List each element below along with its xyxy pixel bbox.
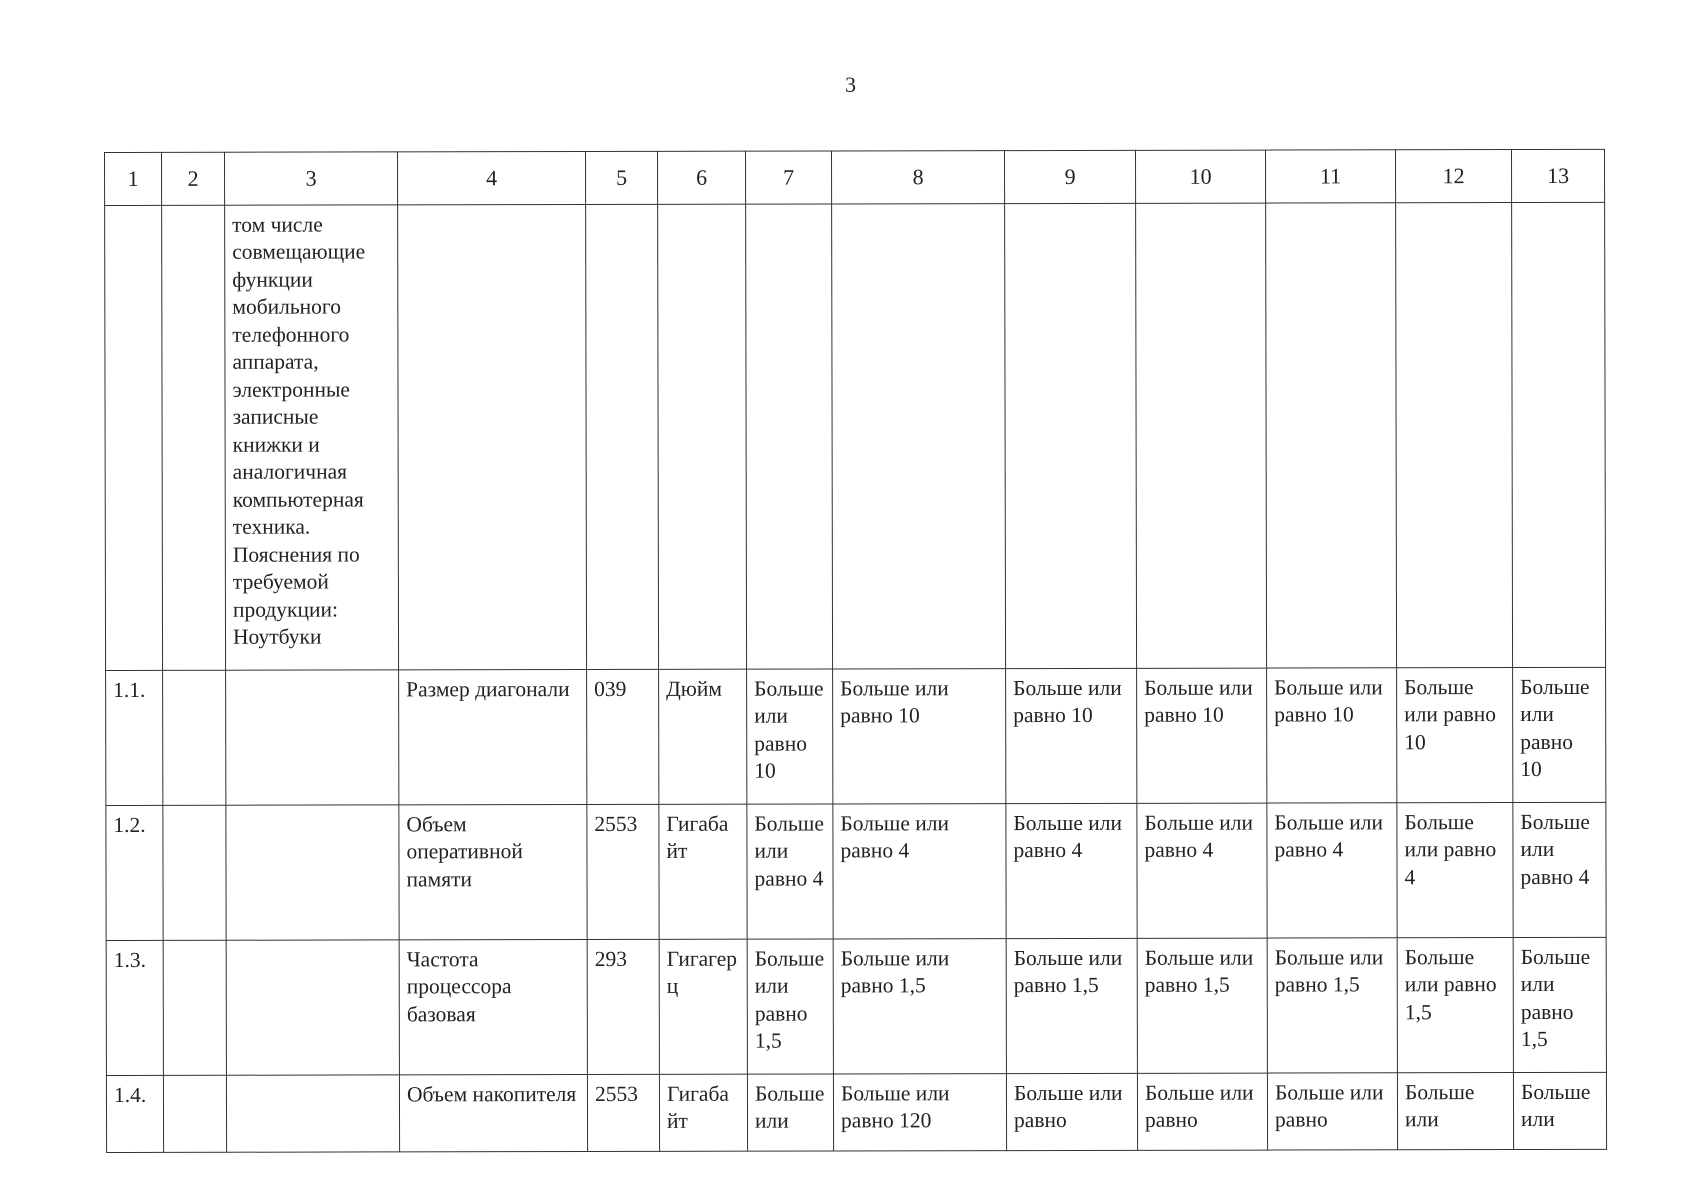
value-cell: Больше или равно 1,5	[747, 938, 833, 1073]
unit-code-cell: 2553	[587, 804, 659, 939]
requirements-table	[104, 149, 1607, 1153]
value-cell: Больше или равно 4	[1513, 802, 1606, 937]
product-description-cell: том числе совмещающие функции мобильного телефонного аппарата, электронные записные книжки и аналогичная компьютерная техника. Пояснения по требуемой продукции: Ноутбуки	[225, 204, 399, 669]
empty-cell	[226, 669, 399, 804]
unit-code-cell: 293	[587, 939, 659, 1074]
row-number-cell: 1.3.	[106, 940, 163, 1075]
unit-code-cell: 2553	[587, 1074, 659, 1151]
empty-cell	[1005, 203, 1137, 668]
empty-cell	[226, 804, 399, 939]
value-cell: Больше или равно 4	[1137, 803, 1267, 938]
value-cell: Больше или равно 1,5	[1267, 937, 1397, 1072]
value-cell: Больше или равно 4	[747, 803, 833, 938]
empty-cell	[163, 1075, 226, 1152]
value-cell: Больше или равно 4	[1267, 802, 1397, 937]
empty-cell	[163, 940, 226, 1075]
value-cell: Больше или равно	[1267, 1072, 1397, 1149]
unit-name-cell: Гигагерц	[659, 939, 747, 1074]
column-number: 11	[1265, 150, 1395, 203]
column-number: 9	[1004, 150, 1135, 203]
value-cell: Больше или равно 120	[833, 1073, 1006, 1150]
empty-cell	[1512, 202, 1606, 667]
empty-cell	[226, 939, 399, 1074]
value-cell: Больше или равно 10	[1137, 668, 1267, 803]
empty-cell	[1266, 202, 1397, 667]
characteristic-name-cell: Объем накопителя	[399, 1074, 587, 1151]
column-number: 5	[586, 151, 658, 204]
value-cell: Больше или равно 10	[1267, 667, 1397, 802]
product-description-row	[105, 202, 1606, 670]
column-number: 12	[1395, 150, 1511, 203]
row-number-cell: 1.1.	[106, 670, 163, 805]
page-number: 3	[845, 72, 856, 97]
value-cell: Больше или равно 1,5	[1513, 937, 1606, 1072]
empty-cell	[163, 670, 226, 805]
unit-code-cell: 039	[587, 669, 659, 804]
characteristic-name-cell: Размер диагонали	[399, 669, 587, 804]
column-number: 4	[398, 151, 586, 204]
value-cell: Больше или равно	[1006, 1073, 1137, 1150]
value-cell: Больше или	[1513, 1072, 1606, 1149]
value-cell: Больше или равно 10	[747, 668, 833, 803]
value-cell: Больше или равно 1,5	[1006, 938, 1137, 1073]
column-number: 13	[1511, 149, 1604, 202]
characteristic-name-cell: Объем оперативной памяти	[399, 804, 587, 939]
value-cell: Больше или	[1397, 1072, 1513, 1149]
empty-cell	[1136, 203, 1267, 668]
row-number-cell	[105, 205, 163, 670]
value-cell: Больше или равно 4	[1397, 802, 1513, 937]
value-cell: Больше или равно 10	[1006, 668, 1137, 803]
column-number: 3	[225, 152, 398, 205]
unit-name-cell: Дюйм	[659, 669, 747, 804]
value-cell: Больше или равно 1,5	[1137, 938, 1267, 1073]
column-number: 10	[1135, 150, 1265, 203]
column-number-row	[105, 149, 1605, 205]
empty-cell	[746, 203, 833, 668]
unit-name-cell: Гигабайт	[659, 804, 747, 939]
value-cell: Больше или равно 1,5	[833, 938, 1006, 1073]
empty-cell	[398, 204, 587, 669]
column-number: 8	[831, 151, 1004, 204]
empty-cell	[658, 204, 747, 669]
empty-cell	[162, 205, 226, 670]
empty-cell	[1396, 202, 1513, 667]
value-cell: Больше или равно 4	[1006, 803, 1137, 938]
column-number: 7	[745, 151, 831, 204]
value-cell: Больше или	[747, 1073, 833, 1150]
row-number-cell: 1.4.	[106, 1075, 163, 1152]
characteristic-name-cell: Частота процессора базовая	[399, 939, 587, 1074]
empty-cell	[163, 805, 226, 940]
value-cell: Больше или равно 10	[833, 668, 1006, 803]
table-row	[106, 802, 1606, 940]
table-row	[106, 1072, 1606, 1152]
value-cell: Больше или равно	[1137, 1073, 1267, 1150]
column-number: 2	[162, 152, 225, 205]
table-row	[106, 937, 1606, 1075]
value-cell: Больше или равно 1,5	[1397, 937, 1513, 1072]
empty-cell	[586, 204, 659, 669]
unit-name-cell: Гигабайт	[659, 1074, 747, 1151]
column-number: 6	[657, 151, 745, 204]
value-cell: Больше или равно 10	[1513, 667, 1606, 802]
table-row	[106, 667, 1606, 805]
value-cell: Больше или равно 4	[833, 803, 1006, 938]
column-number: 1	[105, 152, 162, 205]
row-number-cell: 1.2.	[106, 805, 163, 940]
empty-cell	[832, 203, 1006, 668]
empty-cell	[226, 1074, 399, 1151]
value-cell: Больше или равно 10	[1397, 667, 1513, 802]
